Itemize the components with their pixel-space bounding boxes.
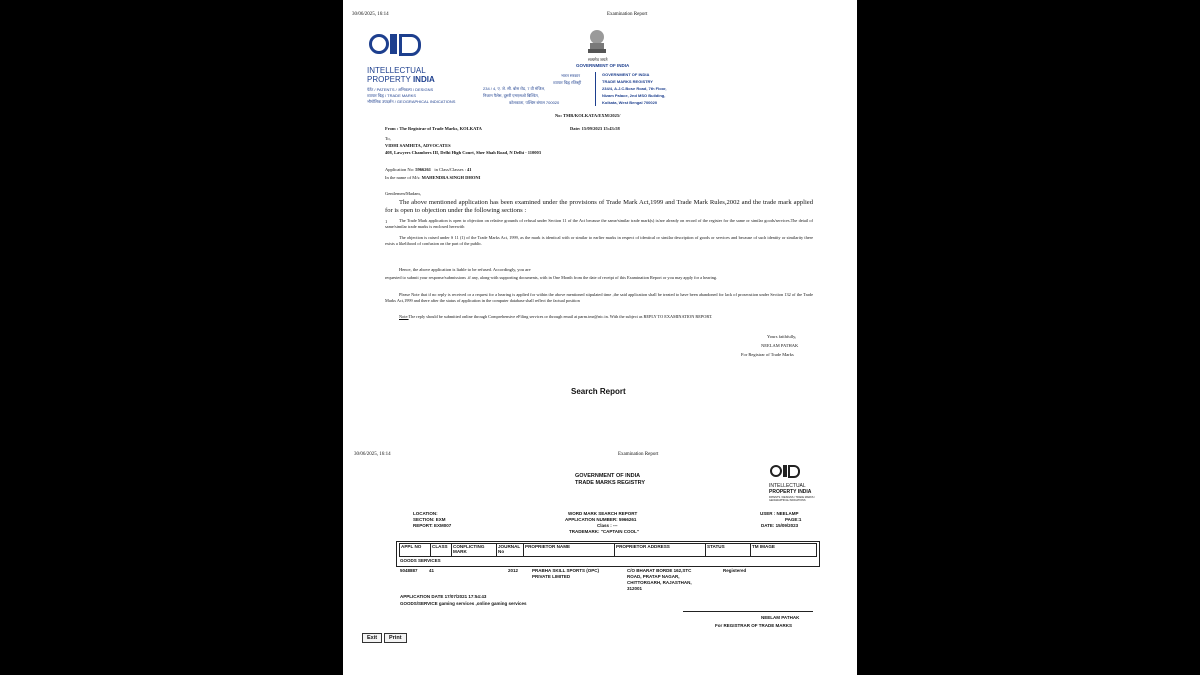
- results-table-header: [399, 543, 817, 557]
- col-tm-image: TM IMAGE: [751, 544, 817, 557]
- report2-center-2: APPLICATION NUMBER: 5966261: [565, 517, 637, 522]
- report2-user: USER : NEELAMP: [760, 511, 799, 516]
- print-datetime: 30/06/2025, 16:14: [352, 12, 389, 17]
- hindi-address-1: 234 / 4, ए. जे. सी. बोस रोड, 7 वी मंजिल,: [483, 86, 546, 91]
- row-journal: 2012: [508, 568, 519, 573]
- col-status: STATUS: [706, 544, 751, 557]
- report2-section: SECTION: EXM: [413, 517, 446, 522]
- from-line: From : The Registrar of Trade Marks, KOLKATA: [385, 126, 482, 131]
- report2-logo-circle-icon: [770, 465, 782, 477]
- row-address-3: CHITTORGARH, RAJASTHAN,: [627, 580, 692, 585]
- logo-circle-icon: [369, 34, 389, 54]
- exit-button[interactable]: Exit: [362, 633, 382, 643]
- row-address-4: 312001: [627, 586, 643, 591]
- application-date: APPLICATION DATE 17/07/2021 17:54:43: [400, 594, 487, 599]
- col-journal: JOURNAL No: [497, 544, 524, 557]
- logo-bar-icon: [390, 34, 397, 54]
- english-address-5: Kolkata, West Bengal 700020: [602, 100, 658, 105]
- signature-divider: [683, 611, 813, 612]
- english-address-1: GOVERNMENT OF INDIA: [602, 72, 650, 77]
- english-address-2: TRADE MARKS REGISTRY: [602, 79, 653, 84]
- report2-center-4: TRADEMARK: "CAPTAIN COOL": [569, 529, 639, 534]
- addressee-address: 408, Lawyers Chambers III, Delhi High Court, Sher Shah Road, N Delhi - 110003: [385, 150, 542, 155]
- search-report-title: Search Report: [571, 387, 626, 396]
- signer-title: For Registrar of Trade Marks: [741, 352, 794, 357]
- row-class: 41: [429, 568, 435, 573]
- row-status: Registered: [723, 568, 747, 573]
- report2-title: Examination Report: [618, 452, 659, 457]
- col-class: CLASS: [431, 544, 452, 557]
- print-title: Examination Report: [607, 12, 648, 17]
- report2-signer-title: For REGISTRAR OF TRADE MARKS: [715, 623, 792, 628]
- letter-date: Date: 15/09/2023 15:43:58: [570, 126, 620, 131]
- signer-name: NEELAM PATHAK: [761, 343, 799, 348]
- intro-paragraph: The above mentioned application has been examined under the provisions of Trade Mark Act,1999 and Trade Mark Rules,2002 and the trade mark applied for is open to objection under the following sections :: [385, 199, 813, 214]
- refusal-line: Hence, the above application is liable to be refused. Accordingly, you are: [399, 267, 531, 272]
- row-proprietor-1: PRABHA SKILL SPORTS (OPC): [532, 568, 600, 573]
- request-paragraph: requested to submit your response/submissions .if any, along-with supporting documents, with in One Month from the date of receipt of this Examination Report or you may apply for a hearing.: [385, 275, 718, 280]
- logo-line2: PROPERTY INDIA: [367, 75, 435, 84]
- salutation: Gentlemen/Madam,: [385, 191, 421, 196]
- hindi-gov-2: व्यापार चिह्न रजिस्ट्री: [553, 80, 582, 85]
- report2-datetime: 30/06/2025, 16:14: [354, 452, 391, 457]
- report2-date: DATE: 15/09/2023: [761, 523, 799, 528]
- gov-caption: GOVERNMENT OF INDIA: [576, 63, 630, 68]
- report2-logo-line2: PROPERTY INDIA: [769, 489, 812, 495]
- logo-p-icon: [399, 34, 421, 56]
- report2-signer: NEELAM PATHAK: [761, 615, 800, 620]
- logo-sub1: पेटेंट / PATENTS / अभिकल्प / DESIGNS: [367, 87, 434, 92]
- report2-registry: TRADE MARKS REGISTRY: [575, 480, 646, 486]
- report2-location: LOCATION:: [413, 511, 438, 516]
- divider: [595, 72, 596, 106]
- closing: Yours faithfully,: [767, 334, 797, 339]
- report2-center-3: Class : ---: [597, 523, 618, 528]
- col-proprietor-name: PROPRIETOR NAME: [524, 544, 615, 557]
- col-appl-no: APPL NO: [400, 544, 431, 557]
- row-address-1: C/O BHARAT BORDE 162,STC: [627, 568, 692, 573]
- row-address-2: ROAD, PRATAP NAGAR,: [627, 574, 680, 579]
- logo-sub3: भौगोलिक उपदर्शन / GEOGRAPHICAL INDICATIONS: [367, 99, 456, 104]
- logo-line1: INTELLECTUAL: [367, 66, 426, 75]
- report2-logo-sub: PATENTS / DESIGNS / TRADE MARKS / GEOGRAPHICAL INDICATIONS: [769, 496, 815, 502]
- to-label: To,: [385, 136, 391, 141]
- please-note-paragraph: Please Note that if no reply is received or a request for a hearing is applied for within the above mentioned stipulated time ,the said application shall be treated to have been abandoned for lack of prosecution under Section 132 of the Trade Marks Act,1999 and there after the status of application in the computer database shall reflect the factual position: [385, 292, 813, 303]
- objection-paragraph-2: The objection is raised under S 11 (1) of the Trade Marks Act, 1999, as the mark is identical with or similar to earlier marks in respect of identical or similar description of goods or services and because of such identity or similarity there exists a likelihood of confusion on the part of the public.: [385, 235, 813, 246]
- group-label: GOODS SERVICES: [400, 558, 441, 563]
- hindi-address-2: निजाम पैलेस, दूसरी एमएसओ बिल्डिंग,: [483, 93, 539, 98]
- col-conflicting-mark: CONFLICTING MARK: [452, 544, 497, 557]
- emblem-caption: सत्यमेव जयते: [588, 57, 608, 62]
- report2-logo-p-icon: [788, 465, 800, 478]
- note-paragraph: Note:The reply should be submitted online through Comprehensive eFiling services or through email at parm.tmr@nic.in. With the subject as REPLY TO EXAMINATION REPORT.: [399, 314, 713, 319]
- reference-number: No: TMR/KOLKATA/EXM/2025/: [555, 113, 621, 118]
- english-address-4: Nizam Palace, 2nd MSO Building,: [602, 93, 666, 98]
- report2-logo-bar-icon: [783, 465, 787, 477]
- logo-sub2: व्यापार चिह्न / TRADE MARKS: [367, 93, 417, 98]
- report2-center-1: WORD MARK SEARCH REPORT: [568, 511, 638, 516]
- document-page: [343, 0, 857, 675]
- objection-paragraph-1: The Trade Mark application is open to objection on relative grounds of refusal under Section 11 of the Act because the same/similar trade mark(s) is/are already on record of the register for the same or similar goods/services.The detail of same/similar trade marks is enclosed herewith: [385, 218, 813, 229]
- report2-logo-line1: INTELLECTUAL: [769, 483, 806, 489]
- row-proprietor-2: PRIVATE LIMITED: [532, 574, 571, 579]
- applicant-line: In the name of M/s: MAHENDRA SINGH DHONI: [385, 175, 481, 180]
- addressee: VIDHI SAMHITA, ADVOCATES: [385, 143, 451, 148]
- print-button[interactable]: Print: [384, 633, 407, 643]
- report2-gov: GOVERNMENT OF INDIA: [575, 473, 641, 479]
- report2-report: REPORT: EXM007: [413, 523, 452, 528]
- row-appl-no: 5048887: [400, 568, 418, 573]
- objection-number: 1: [385, 219, 388, 224]
- hindi-address-3: कोलकाता, पश्चिम बंगाल 700020: [509, 100, 560, 105]
- application-line: Application No: 5966261 in Class/Classes : 41: [385, 167, 472, 172]
- goods-services: GOODS/SERVICE gaming services ,online gaming services: [400, 601, 527, 606]
- report2-page: PAGE:1: [785, 517, 802, 522]
- hindi-gov-1: भारत सरकार: [561, 73, 580, 78]
- col-proprietor-address: PROPRIETOR ADDRESS: [615, 544, 706, 557]
- english-address-3: 234/4, A.J.C.Bose Road, 7th Floor,: [602, 86, 667, 91]
